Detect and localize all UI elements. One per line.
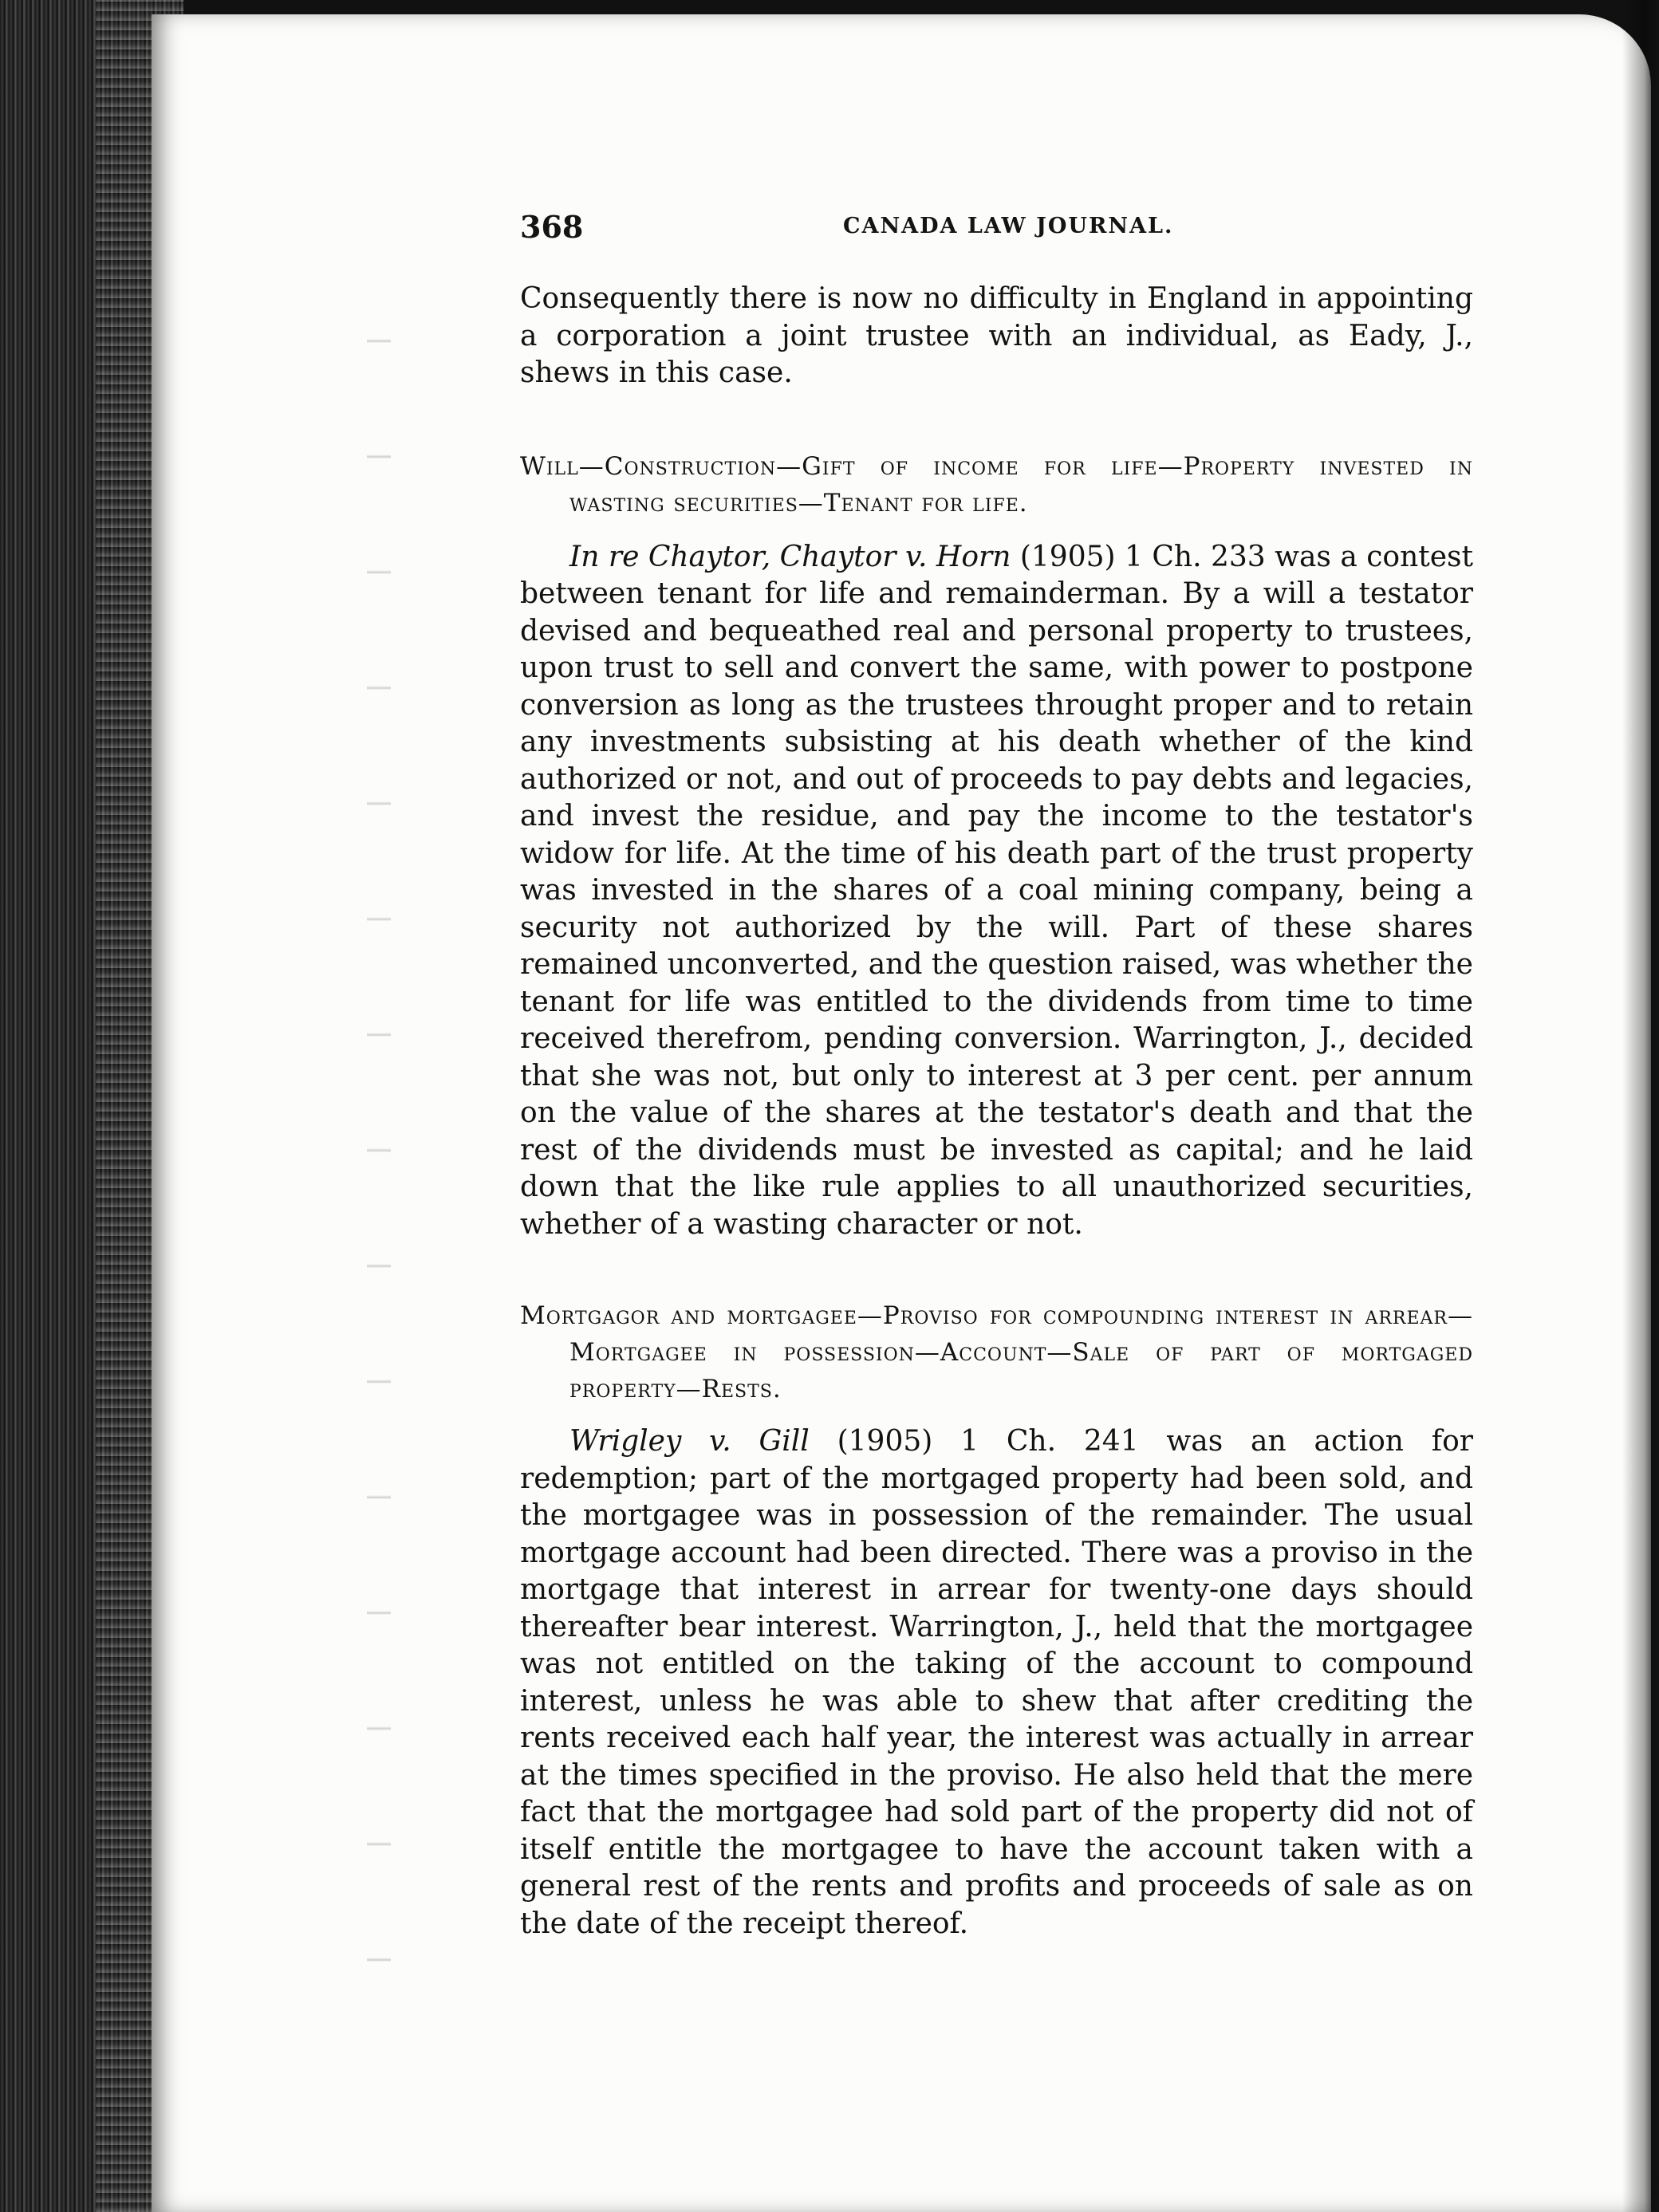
page-content xyxy=(520,281,1473,1942)
journal-title: CANADA LAW JOURNAL. xyxy=(843,214,1174,238)
section-paragraph-wrigley xyxy=(520,1423,1473,1942)
paragraph-body-chaytor: (1905) 1 Ch. 233 was a contest between tenant for life and remainderman. By a will a testator devised and bequeathed real and personal property to trustees, upon trust to sell and convert the same, with power to postpone conversion as long as the trustees throught proper and to retain any investments subsisting at his death whether of the kind authorized or not, and out of proceeds to pay debts and legacies, and invest the residue, and pay the income to the testator's widow for life. At the time of his death part of the trust property was invested in the shares of a coal mining company, being a security not authorized by the will. Part of these shares remained unconverted, and the question raised, was whether the tenant for life was entitled to the dividends from time to time received therefrom, pending conversion. Warrington, J., decided that she was not, but only to interest at 3 per cent. per annum on the value of the shares at the testator's death and that the rest of the dividends must be invested as capital; and he laid down that the like rule applies to all unauthorized securities, whether of a wasting character or not. xyxy=(520,540,1474,1241)
section-heading-will-construction: Will—Construction—Gift of income for life—Property invested in wasting securities—Tenant for life. xyxy=(520,451,1473,518)
section-paragraph-chaytor xyxy=(520,539,1473,1244)
scan-specks xyxy=(367,239,391,2073)
paragraph-body-wrigley: (1905) 1 Ch. 241 was an action for redemption; part of the mortgaged property had been sold, and the mortgagee was in possession of the remainder. The usual mortgage account had been directed. There was a proviso in the mortgage that interest in arrear for twenty-one days should thereafter bear interest. Warrington, J., held that the mortgagee was not entitled on the taking of the account to compound interest, unless he was able to shew that after crediting the rents received each half year, the interest was actually in arrear at the times specified in the proviso. He also held that the mere fact that the mortgagee had sold part of the property did not of itself entitle the mortgagee to have the account taken with a general rest of the rents and profits and proceeds of sale as on the date of the receipt thereof. xyxy=(520,1425,1473,1940)
page-number: 368 xyxy=(520,209,584,245)
case-name-wrigley: Wrigley v. Gill xyxy=(569,1425,810,1458)
section-heading-mortgagor: Mortgagor and mortgagee—Proviso for compounding interest in arrear—Mortgagee in possession—Account—Sale of part of mortgaged property—Rests. xyxy=(520,1301,1473,1403)
case-name-chaytor: In re Chaytor, Chaytor v. Horn xyxy=(569,540,1011,573)
intro-paragraph: Consequently there is now no difficulty in England in appointing a corporation a joint trustee with an individual, as Eady, J., shews in this case. xyxy=(520,282,1473,389)
running-head xyxy=(520,209,1473,249)
page-right-edge xyxy=(1622,0,1659,2212)
